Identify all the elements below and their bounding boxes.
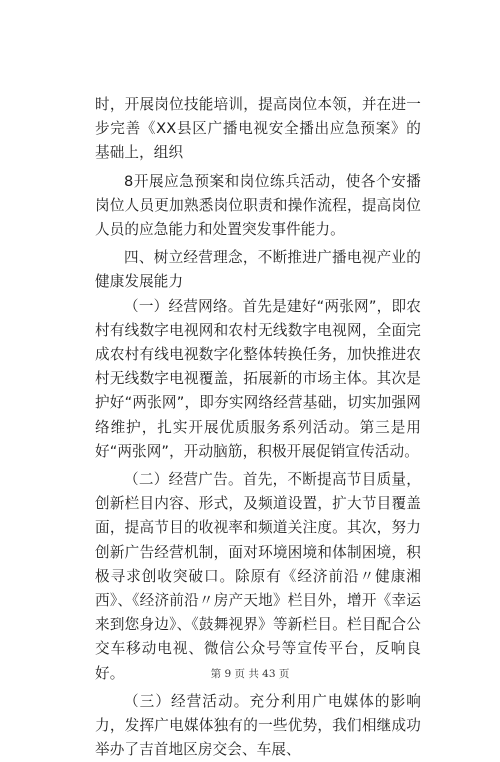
paragraph-operate-network: （一）经营网络。首先是建好“两张网”，即农村有线数字电视网和农村无线数字电视网，全面完成农村有线电视数字化整体转换任务，加快推进农村无线数字电视覆盖，拓展新的市场主体。其次是护好“两张网”，即夯实网络经营基础，切实加强网络维护，扎实开展优质服务系列活动。第三是用好“两张网”，开动脑筋，积极开展促销宣传活动。 <box>95 297 421 460</box>
paragraph-operate-activities: （三）经营活动。充分利用广电媒体的影响力，发挥广电媒体独有的一些优势，我们相继成功举办了吉首地区房交会、车展、 <box>95 692 421 759</box>
paragraph-continuation: 时，开展岗位技能培训，提高岗位本领，并在进一步完善《XX县区广播电视安全播出应急预案》的基础上，组织 <box>95 96 421 162</box>
document-body <box>95 93 421 762</box>
page-number-footer: 第 9 页 共 43 页 <box>210 668 290 680</box>
paragraph-emergency-drill: 8开展应急预案和岗位练兵活动，使各个安播岗位人员更加熟悉岗位职责和操作流程，提高岗位人员的应急能力和处置突发事件能力。 <box>95 172 421 239</box>
paragraph-operate-advertising: （二）经营广告。首先，不断提高节目质量，创新栏目内容、形式，及频道设置，扩大节目覆盖面，提高节目的收视率和频道关注度。其次，努力创新广告经营机制，面对环境困境和体制困境，积极寻求创收突破口。除原有《经济前沿〃健康湘西》、《经济前沿〃房产天地》栏目外，增开《幸运来到您身边》、《鼓舞视界》等新栏目。栏目配合公交车移动电视、微信公众号等宣传平台，反响良好。 <box>95 471 421 682</box>
section-heading-business-concept: 四、树立经营理念，不断推进广播电视产业的健康发展能力 <box>95 249 421 291</box>
